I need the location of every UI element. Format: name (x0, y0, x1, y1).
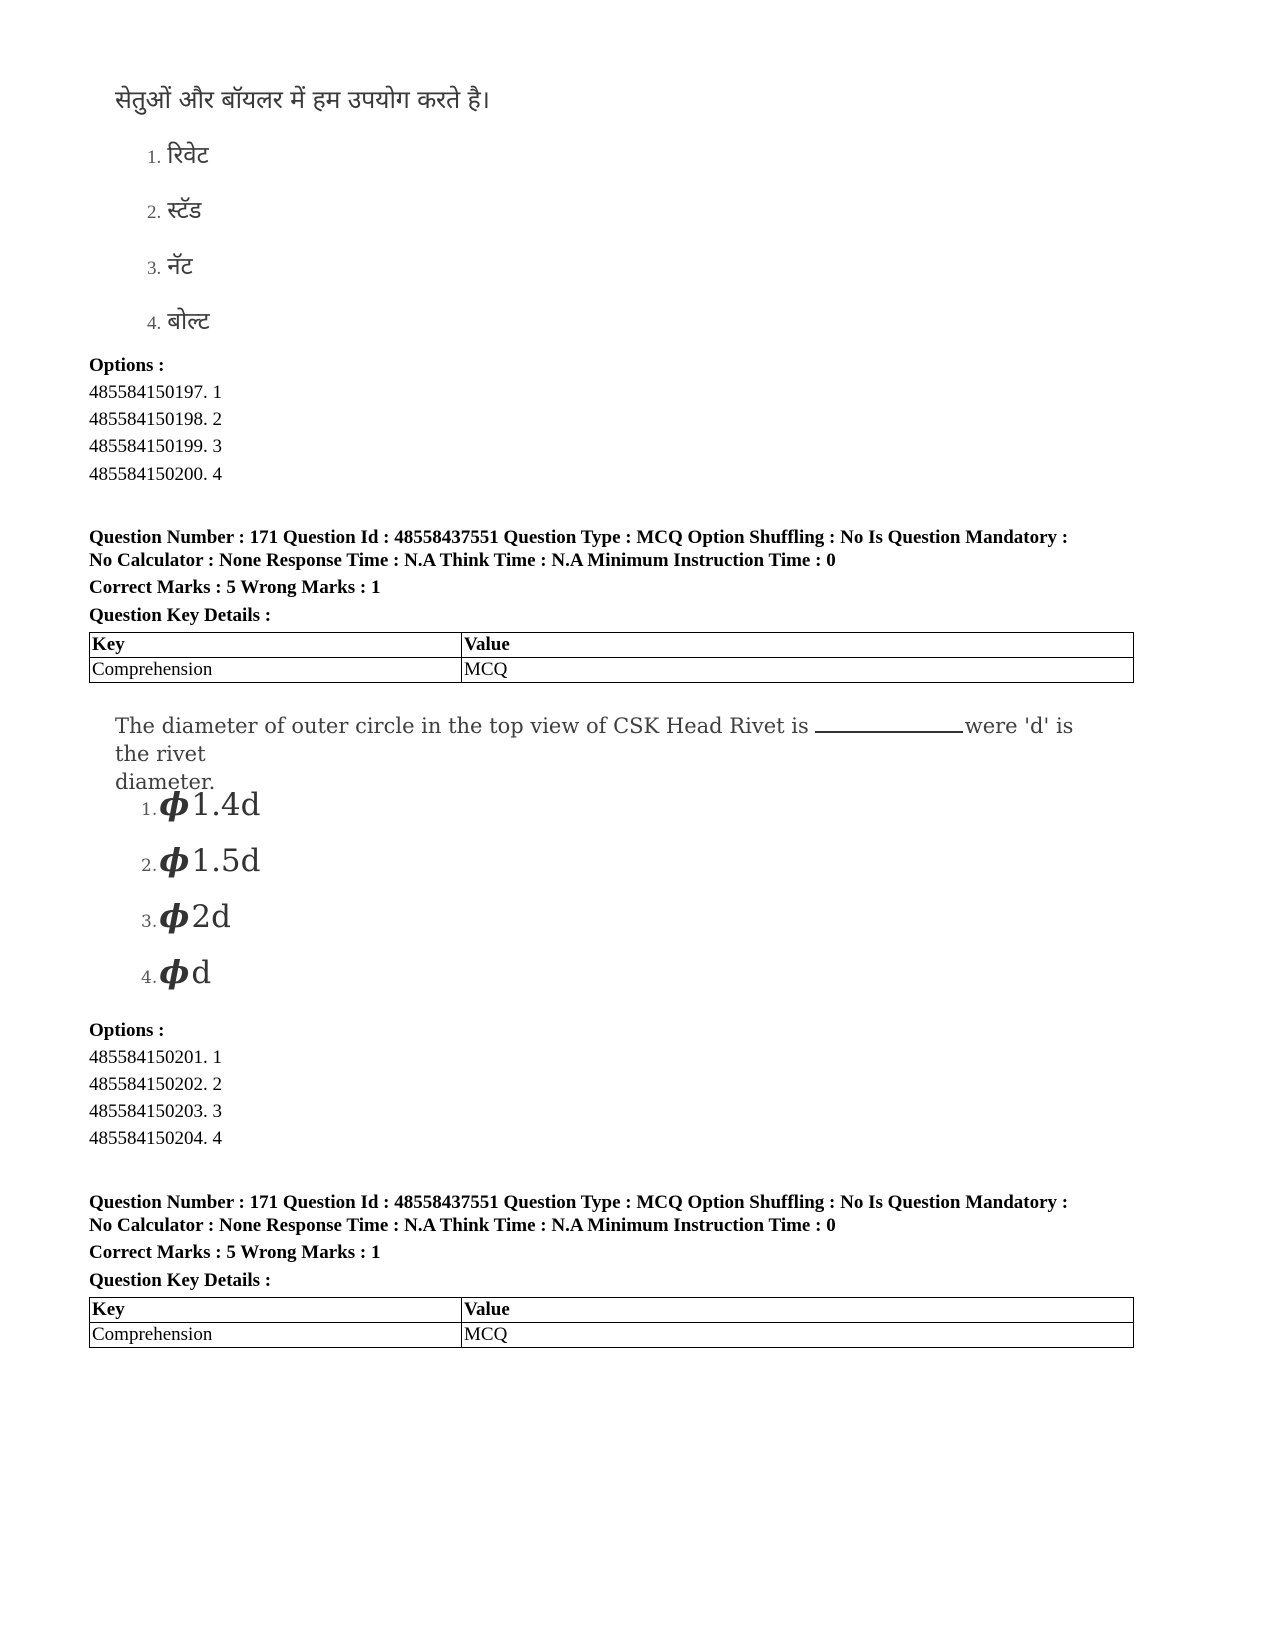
marks-line: Correct Marks : 5 Wrong Marks : 1 (89, 577, 381, 598)
question-2-choice-1 (141, 785, 261, 823)
choice-text: स्टॅड (167, 198, 202, 224)
table-header-value: Value (462, 1298, 1134, 1323)
choice-text: 2d (191, 899, 231, 935)
choice-text: नॅट (167, 254, 193, 280)
question-1-choice-3 (147, 249, 193, 282)
fill-in-blank (815, 713, 963, 733)
table-header-key: Key (90, 633, 462, 658)
phi-symbol: ϕ (159, 897, 190, 935)
metadata-line: No Calculator : None Response Time : N.A Think Time : N.A Minimum Instruction Time : 0 (89, 1215, 836, 1236)
question-1-choice-2 (147, 193, 202, 226)
choice-number: 4. (147, 313, 162, 334)
question-2-choice-3 (141, 897, 231, 935)
option-id-row: 485584150203. 3 (89, 1101, 222, 1122)
key-details-heading: Question Key Details : (89, 605, 272, 626)
table-cell-key: Comprehension (90, 658, 462, 683)
table-cell-value: MCQ (462, 1323, 1134, 1348)
question-1-choice-4 (147, 304, 210, 337)
question-2-choice-2 (141, 841, 261, 879)
table-row (90, 658, 1134, 683)
option-id-row: 485584150202. 2 (89, 1074, 222, 1095)
choice-number: 4. (141, 968, 158, 988)
table-cell-key: Comprehension (90, 1323, 462, 1348)
option-id-row: 485584150199. 3 (89, 436, 222, 457)
option-id-row: 485584150201. 1 (89, 1047, 222, 1068)
table-header-key: Key (90, 1298, 462, 1323)
question-metadata (89, 526, 1149, 572)
option-id-row: 485584150204. 4 (89, 1128, 222, 1149)
table-row (90, 1323, 1134, 1348)
table-cell-value: MCQ (462, 658, 1134, 683)
table-header-row (90, 1298, 1134, 1323)
table-header-value: Value (462, 633, 1134, 658)
option-id-row: 485584150198. 2 (89, 409, 222, 430)
choice-number: 3. (141, 912, 158, 932)
question-2-choice-4 (141, 953, 211, 991)
phi-symbol: ϕ (159, 841, 190, 879)
option-id-row: 485584150200. 4 (89, 464, 222, 485)
phi-symbol: ϕ (159, 953, 190, 991)
key-details-table (89, 632, 1134, 683)
question-metadata (89, 1191, 1149, 1237)
phi-symbol: ϕ (159, 785, 190, 823)
options-heading: Options : (89, 355, 165, 376)
question-1-stem: सेतुओं और बॉयलर में हम उपयोग करते है। (115, 85, 490, 114)
choice-number: 1. (141, 800, 158, 820)
stem-text: The diameter of outer circle in the top view of CSK Head Rivet is (115, 714, 809, 738)
option-id-row: 485584150197. 1 (89, 382, 222, 403)
choice-number: 2. (147, 202, 162, 223)
choice-text: रिवेट (167, 143, 209, 169)
metadata-line: No Calculator : None Response Time : N.A Think Time : N.A Minimum Instruction Time : 0 (89, 550, 836, 571)
choice-text: 1.5d (191, 843, 261, 879)
stem-text: were 'd' is the rivet (115, 714, 1074, 766)
key-details-table (89, 1297, 1134, 1348)
choice-number: 3. (147, 258, 162, 279)
key-details-heading: Question Key Details : (89, 1270, 272, 1291)
metadata-line: Question Number : 171 Question Id : 48558437551 Question Type : MCQ Option Shuffling : No Is Question Mandatory : (89, 1192, 1069, 1213)
stem-text: diameter. (115, 770, 216, 794)
choice-text: बोल्ट (167, 309, 210, 335)
marks-line: Correct Marks : 5 Wrong Marks : 1 (89, 1242, 381, 1263)
question-2-stem (115, 712, 1075, 796)
question-1-choice-1 (147, 138, 209, 171)
choice-text: d (191, 955, 212, 991)
options-heading: Options : (89, 1020, 165, 1041)
choice-text: 1.4d (191, 787, 261, 823)
choice-number: 2. (141, 856, 158, 876)
choice-number: 1. (147, 147, 162, 168)
table-header-row (90, 633, 1134, 658)
metadata-line: Question Number : 171 Question Id : 48558437551 Question Type : MCQ Option Shuffling : No Is Question Mandatory : (89, 527, 1069, 548)
